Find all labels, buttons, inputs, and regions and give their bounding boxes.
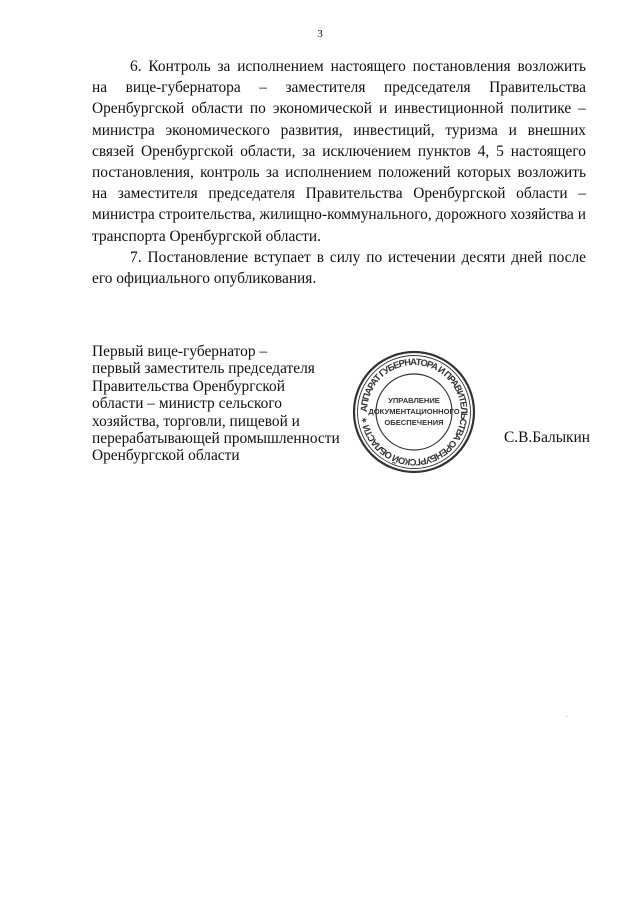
seal-center-line: УПРАВЛЕНИЕ	[388, 396, 440, 405]
signatory-position-line: перерабатывающей промышленности	[92, 430, 340, 448]
signatory-position-line: хозяйства, торговли, пищевой и	[92, 412, 300, 430]
seal-ring-text: АППАРАТ ГУБЕРНАТОРА И ПРАВИТЕЛЬСТВА ОРЕНБУРГСКОЙ ОБЛАСТИ ✶	[357, 355, 471, 469]
paragraph-6: 6. Контроль за исполнением настоящего постановления возложить на вице-губернатора – заместителя председателя Правительства Оренбургской области по экономической и инвестиционной политике – министра экономического развития, инвестиций, туризма и внешних связей Оренбургской области, за исключением пунктов 4, 5 настоящего постановления, контроль за исполнением положений которых возложить на заместителя председателя Правительства Оренбургской области – министра строительства, жилищно-коммунального, дорожного хозяйства и транспорта Оренбургской области.	[92, 58, 586, 245]
scan-speck	[566, 716, 567, 717]
official-seal-stamp	[351, 349, 477, 475]
document-body	[92, 56, 586, 289]
signatory-position	[92, 343, 352, 465]
signatory-position-line: Правительства Оренбургской	[92, 377, 285, 395]
page-number: 3	[317, 28, 323, 40]
signatory-position-line: первый заместитель председателя	[92, 360, 315, 378]
seal-center-line: ОБЕСПЕЧЕНИЯ	[384, 418, 444, 427]
signatory-name: С.В.Балыкин	[504, 429, 591, 446]
seal-center-line: ДОКУМЕНТАЦИОННОГО	[368, 407, 460, 416]
paragraph-7: 7. Постановление вступает в силу по истечении десяти дней после его официального опубликования.	[92, 248, 586, 288]
signatory-position-line: области – министр сельского	[92, 395, 282, 413]
signatory-position-line: Оренбургской области	[92, 447, 240, 465]
signatory-position-line: Первый вице-губернатор –	[92, 343, 268, 360]
seal-graphic	[351, 349, 477, 475]
